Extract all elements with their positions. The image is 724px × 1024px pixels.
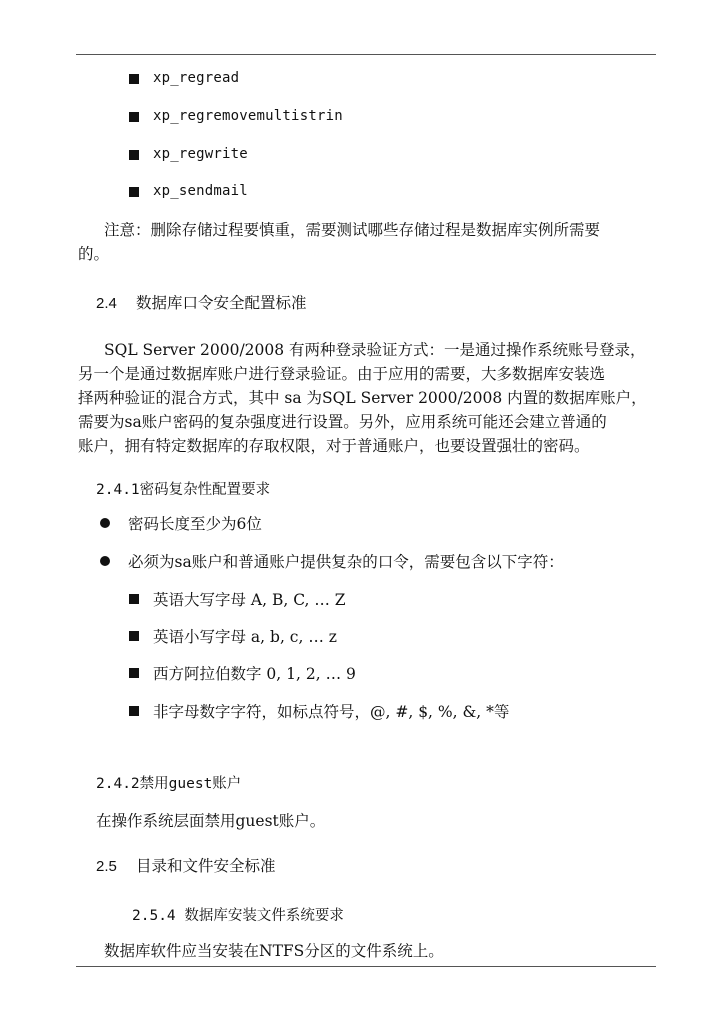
procedure-item: xp_regremovemultistrin bbox=[153, 108, 343, 124]
intro-line: 另一个是通过数据库账户进行登录验证。由于应用的需要，大多数据库安装选 bbox=[78, 365, 606, 383]
bullet-square-icon bbox=[129, 668, 139, 678]
char-class-item: 英语小写字母 a, b, c, … z bbox=[153, 628, 337, 646]
requirement-item: 密码长度至少为6位 bbox=[128, 515, 262, 533]
bottom-rule bbox=[76, 966, 656, 967]
bullet-square-icon bbox=[129, 112, 139, 122]
section-number: 2.5 bbox=[96, 858, 117, 875]
procedure-item: xp_regwrite bbox=[153, 146, 248, 162]
section-title: 数据库口令安全配置标准 bbox=[135, 294, 307, 312]
guest-text: 在操作系统层面禁用guest账户。 bbox=[96, 812, 326, 830]
procedure-item: xp_regread bbox=[153, 70, 240, 86]
intro-line: 需要为sa账户密码的复杂强度进行设置。另外，应用系统可能还会建立普通的 bbox=[78, 413, 607, 431]
char-class-item: 非字母数字字符，如标点符号，@, #, $, %, &, *等 bbox=[153, 703, 510, 721]
ntfs-text: 数据库软件应当安装在NTFS分区的文件系统上。 bbox=[104, 942, 444, 960]
intro-line: 账户，拥有特定数据库的存取权限，对于普通账户，也要设置强壮的密码。 bbox=[78, 437, 590, 455]
bullet-square-icon bbox=[129, 187, 139, 197]
subsection-heading-2-4-2: 2.4.2禁用guest账户 bbox=[96, 776, 242, 792]
bullet-square-icon bbox=[129, 74, 139, 84]
section-number: 2.4 bbox=[96, 295, 117, 312]
bullet-dot-icon bbox=[100, 556, 110, 566]
bullet-dot-icon bbox=[100, 518, 110, 528]
bullet-square-icon bbox=[129, 150, 139, 160]
char-class-item: 西方阿拉伯数字 0, 1, 2, … 9 bbox=[153, 665, 356, 683]
subsection-heading-2-4-1: 2.4.1密码复杂性配置要求 bbox=[96, 482, 271, 498]
requirement-item: 必须为sa账户和普通账户提供复杂的口令，需要包含以下字符： bbox=[128, 553, 564, 571]
subsection-heading-2-5-4: 2.5.4 数据库安装文件系统要求 bbox=[132, 908, 344, 924]
section-heading-2-4 bbox=[96, 291, 306, 313]
top-rule bbox=[76, 54, 656, 55]
note-line-1: 注意：删除存储过程要慎重，需要测试哪些存储过程是数据库实例所需要 bbox=[104, 221, 601, 239]
intro-line: SQL Server 2000/2008 有两种登录验证方式：一是通过操作系统账号登录， bbox=[104, 341, 646, 359]
char-class-item: 英语大写字母 A, B, C, … Z bbox=[153, 591, 346, 609]
bullet-square-icon bbox=[129, 631, 139, 641]
section-heading-2-5 bbox=[96, 854, 275, 876]
intro-line: 择两种验证的混合方式，其中 sa 为SQL Server 2000/2008 内置的数据库账户， bbox=[78, 389, 647, 407]
bullet-square-icon bbox=[129, 594, 139, 604]
bullet-square-icon bbox=[129, 706, 139, 716]
procedure-item: xp_sendmail bbox=[153, 183, 248, 199]
section-title: 目录和文件安全标准 bbox=[135, 857, 276, 875]
note-line-2: 的。 bbox=[78, 245, 110, 263]
